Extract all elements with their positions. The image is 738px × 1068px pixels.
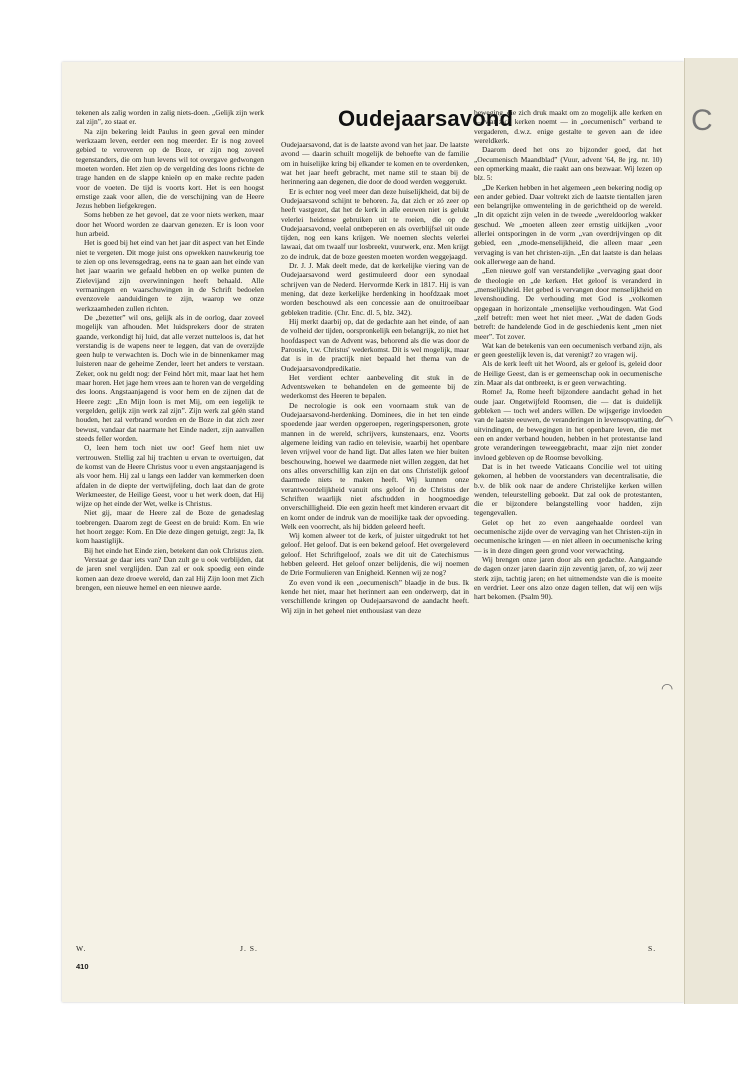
column-middle <box>281 140 469 940</box>
paragraph: „Een nieuwe golf van verstandelijke „vervaging gaat door de theologie en „de kerken. Het geloof is veranderd in „menselijkheid. Het gebed is vervangen door menselijkheid en levenshouding. De verhouding met God is „volkomen opgegaan in horizontale „menselijke verhoudingen. Wat God „zelf betreft: men weet het niet meer. „Wat de daden Gods betreft: de handelende God in de geschiedenis kent „men niet meer”. Tot zover. <box>474 266 662 341</box>
paragraph: Zo even vond ik een „oecumenisch” blaadje in de bus. Ik kende het niet, maar het herinnert aan een onderwerp, dat in verschillende kringen op Oudejaarsavond de aandacht heeft. Wij zijn in het geheel niet enthousiast van deze <box>281 577 469 615</box>
binder-hole-icon: ◠ <box>661 682 674 697</box>
paragraph: Het verdient echter aanbeveling dit stuk in de Adventsweken te behandelen en de gemeente bij de wederkomst des Heeren te bepalen. <box>281 372 469 401</box>
paragraph: tekenen als zalig worden in zalig niets-doen. „Gelijk zijn werk zal zijn”, zo staat er. <box>76 108 264 127</box>
paragraph: O, leen hem toch niet uw oor! Geef hem niet uw vertrouwen. Stellig zal hij trachten u ervan te overtuigen, dat de komst van de Heere Christus voor u even angstaanjagend is als voor hem. Hij zal u langs een ladder van kemmerken doen afdalen in de diepte der vertwijfeling, doch laat dan de grote Werkmeester, de Heilige Geest, voor u het werk doen, dat Hij wijze op het einde der Wet, welke is Christus. <box>76 443 264 509</box>
paragraph: Bij het einde het Einde zien, betekent dan ook Christus zien. <box>84 545 264 555</box>
paragraph: Het is goed bij het eind van het jaar dit aspect van het Einde niet te vergeten. Dit moge juist ons opwekken nauwkeurig toe te zien op ons levensgedrag, eens na te gaan aan het einde van het jaar waarin we gefaald hebben en op welke punten de Zielevijand zijn overwinningen heeft behaald. Alle vermaningen en waarschuwingen in de Schrift bedoelen evenzovele aanduidingen te zijn, waarop we onze werkzaamheden zullen richten. <box>76 238 264 313</box>
paragraph: beweging, die zich druk maakt om zo mogelijk alle kerken en — wat zich kerken noemt — in „oecumenisch” verband te vergaderen, d.w.z. enige gestalte te geven aan de idee wereldkerk. <box>474 108 662 145</box>
article-title: Oudejaarsavond <box>338 106 514 131</box>
paragraph: Dat is in het tweede Vaticaans Concilie wel tot uiting gekomen, al hebben de voorstanders van decentralisatie, die b.v. de blik ook naar de andere Christelijke kerken willen wenden, teleurstelling geboekt. Dat zal ook de protestanten, die er bijzondere belangstelling voor hadden, zijn tegengevallen. <box>474 461 662 518</box>
paragraph: Hij merkt daarbij op, dat de gedachte aan het einde, of aan de volheid der tijden, oorspronkelijk een belangrijk, zo niet het hoofdaspect van de Advent was, behorend als die was door de Parousie, t.w. Christus' wederkomst. Dit is wel mogelijk, maar dat is in de practijk niet bepaald het thema van de Oudejaarsavondpredikatie. <box>281 316 469 373</box>
paragraph: Rome! Ja, Rome heeft bijzondere aandacht gehad in het oude jaar. Ongetwijfeld Roomsen, die — dat is duidelijk gebleken — toch wel anders willen. De wijsgerige invloeden van de laatste eeuwen, de veranderingen in levensopvatting, de uitvindingen, de bewegingen in het openbare leven, die met een en ander verband houden, hebben in het protestantse land grote veranderingen teweeggebracht, maar zijn niet zonder invloed gebleven op de Roomse bevolking. <box>474 387 662 462</box>
paragraph: Er is echter nog veel meer dan deze huiselijkheid, dat bij de Oudejaarsavond schijnt te behoren. Ja, dat zich er zó zeer op heeft vastgezet, dat het de kerk in alle eeuwen niet is gelukt velerlei heidense gebruiken uit te roeien, die op de Oudejaarsavond, veelal ontbeperen en als overblijfsel uit oude tijden, nog een kans krijgen. We noemen slechts velerlei lawaai, dat om twaalf uur losbreekt, vuurwerk, enz. Men krijgt zo de indruk, dat de boze geesten moeten worden weggejaagd. <box>281 186 469 261</box>
signature-col3: S. <box>648 944 657 953</box>
page-number: 410 <box>76 962 89 971</box>
paragraph: Wat kan de betekenis van een oecumenisch verband zijn, als er geen geestelijk leven is, dat verenigt? zo vragen wij. <box>474 340 662 360</box>
adjacent-page-edge <box>684 58 738 1004</box>
paragraph: Soms hebben ze het gevoel, dat ze voor niets werken, maar door het Woord worden ze daarvan genezen. Er is loon voor hun arbeid. <box>76 210 264 239</box>
column-left <box>76 108 264 948</box>
binder-hole-icon: ◠ <box>661 414 674 429</box>
paragraph: „De Kerken hebben in het algemeen „een bekering nodig op een ander gebied. Daar voltrekt zich de laatste tientallen jaren een belangrijke omwenteling in de gerichtheid op de wereld. „In dit opzicht zijn velen in de tweede „wereldoorlog wakker geschud. We „moeten alleen zeer ernstig uitkijken „voor allerlei ontsporingen in de vorm „van overdrijvingen op dit gebied, een „mode-menselijkheid, die alleen maar „een vervaging is van het christen-zijn. „En dat laatste is dan helaas ook allerwege aan de hand. <box>474 182 662 266</box>
signature-author: J. S. <box>240 944 258 953</box>
paragraph: Niet gij, maar de Heere zal de Boze de genadeslag toebrengen. Daarom zegt de Geest en de bruid: Kom. En wie het hoort zegge: Kom. En Die deze dingen getuigt, zegt: Ja, Ik kom haastiglijk. <box>76 508 264 546</box>
column-right <box>474 108 662 940</box>
paragraph: Dr. J. J. Mak deelt mede, dat de kerkelijke viering van de Oudejaarsavond werd gestimuleerd door een synodaal schrijven van de Nederd. Hervormde Kerk in 1817. Hij is van mening, dat deze kerkelijke herdenking in hoofdzaak moet worden beschouwd als een concessie aan de onuitroeibaar gebleken traditie. (Chr. Enc. dl. 5, blz. 342). <box>281 261 469 317</box>
paragraph: Verstaat ge daar iets van? Dan zult ge u ook verblijden, dat de jaren snel verglijden. Dan zal er ook spoedig een einde komen aan deze droeve wereld, dan zal Hij Zijn loon met Zich brengen, een nieuwe hemel en een nieuwe aarde. <box>76 555 264 592</box>
paragraph: Daarom deed het ons zo bijzonder goed, dat het „Oecumenisch Maandblad” (Vuur, advent '64, 8e jrg. nr. 10) een opmerking maakt, die raakt aan ons bezwaar. Wij lezen op blz. 5: <box>474 145 662 183</box>
paragraph: De „bezetter” wil ons, gelijk als in de oorlog, daar zoveel mogelijk van afhouden. Met luidsprekers door de straten gaande, verkondigt hij luid, dat alle verzet nutteloos is, dat het verstandig is de wapens neer te leggen, dat van de overzijde geen hulp te verwachten is. Doch wie in de binnenkamer mag luisteren naar de geheime Zender, leert het anders te verstaan. Zeker, ook nu geldt nog: der Feind hört mit, maar laat het hem maar horen. Het jage hem vrees aan te horen van de vergelding des loons. Angstaanjagend is voor hem en de zijnen dat de Heere zegt: „En Mijn loon is met Mij, om een iegelijk te vergelden, gelijk zijn werk zal zijn”. Zijn werk zal géén stand houden, het zal verbrand worden en de Boze in dat zich zeer bewust, vandaar dat naarmate het Einde nadert, zijn aanvallen steeds feller worden. <box>76 312 264 443</box>
adjacent-page-initial: C <box>691 104 713 137</box>
paragraph: Na zijn bekering leidt Paulus in geen geval een minder werkzaam leven, eerder een nog meerder. Er is nog zoveel gebied te veroveren op de Boze, er zijn nog zoveel tegenstanders, die om hun levens wil tot overgave gedwongen moeten worden. Het zien op de vergelding des loons richte de trage handen en de slappe knieën op en make rechte paden voor de voeten. De tijd is voorts kort. Het is een hoogst ernstige zaak voor allen, die de verschijning van de Heere Jezus hebben liefgekregen. <box>76 126 264 211</box>
paragraph: De necrologie is ook een voornaam stuk van de Oudejaarsavond-herdenking. Dominees, die in het ten einde spoedende jaar werden opgeroepen, regeringspersonen, grote mannen in de wereld, schrijvers, kunstenaars, enz. Voorts algemene leiding van radio en televisie, waarbij het openbare leven vrijwel voor de hand ligt. Dat alles laten we hier buiten beschouwing, hoewel we daarmede niet willen zeggen, dat het ons alles onverschillig kan zijn en dat ons Christelijk geloof daarmede niets te maken heeft. Wij kunnen onze verantwoordelijkheid vanuit ons geloof in de Christus der Schriften waarlijk niet afschudden in hoogmoedige onverschilligheid. Die een gezin heeft met kinderen ervaart dit en komt onder de indruk van de moeilijke taak der opvoeding. Welk een voorrecht, als hij bidden geleerd heeft. <box>281 400 469 531</box>
paragraph: Oudejaarsavond, dat is de laatste avond van het jaar. De laatste avond — daarin schuilt mogelijk de behoefte van de familie om in huiselijke kring bij elkander te komen en te overdenken, wat het jaar heeft gebracht, met name stil te staan bij de herinnering aan degenen, die door de dood werden weggerukt. <box>281 140 469 187</box>
paragraph: Als de kerk leeft uit het Woord, als er geloof is, geleid door de Heilige Geest, dan is er gemeenschap ook in oecumenische zin. Maar als dat ontbreekt, is er geen verwachting. <box>474 359 662 388</box>
signature-left: W. <box>76 944 87 953</box>
paragraph: Wij brengen onze jaren door als een gedachte. Aangaande de dagen onzer jaren daarin zijn zeventig jaren, of, zo wij zeer sterk zijn, tachtig jaren; en het uitnemendste van die is moeite en verdriet. Leer ons alzo onze dagen tellen, dat wij een wijs hart bekomen. (Psalm 90). <box>474 555 662 602</box>
paragraph: Gelet op het zo even aangehaalde oordeel van oecumenische zijde over de vervaging van het Christen-zijn in oecumenische kringen — en niet alleen in oecumenische kring — is in deze dingen geen grond voor verwachting. <box>474 517 662 555</box>
paragraph: Wij komen alweer tot de kerk, of juister uitgedrukt tot het geloof. Het geloof. Dat is een bekend geloof. Het overgeleverd geloof. Het Schriftgeloof, zoals we dit uit de Catechismus hebben geleerd. Het geloof onzer belijdenis, die wij noemen de Drie Formulieren van Enigheid. Kennen wij ze nog? <box>281 531 469 578</box>
